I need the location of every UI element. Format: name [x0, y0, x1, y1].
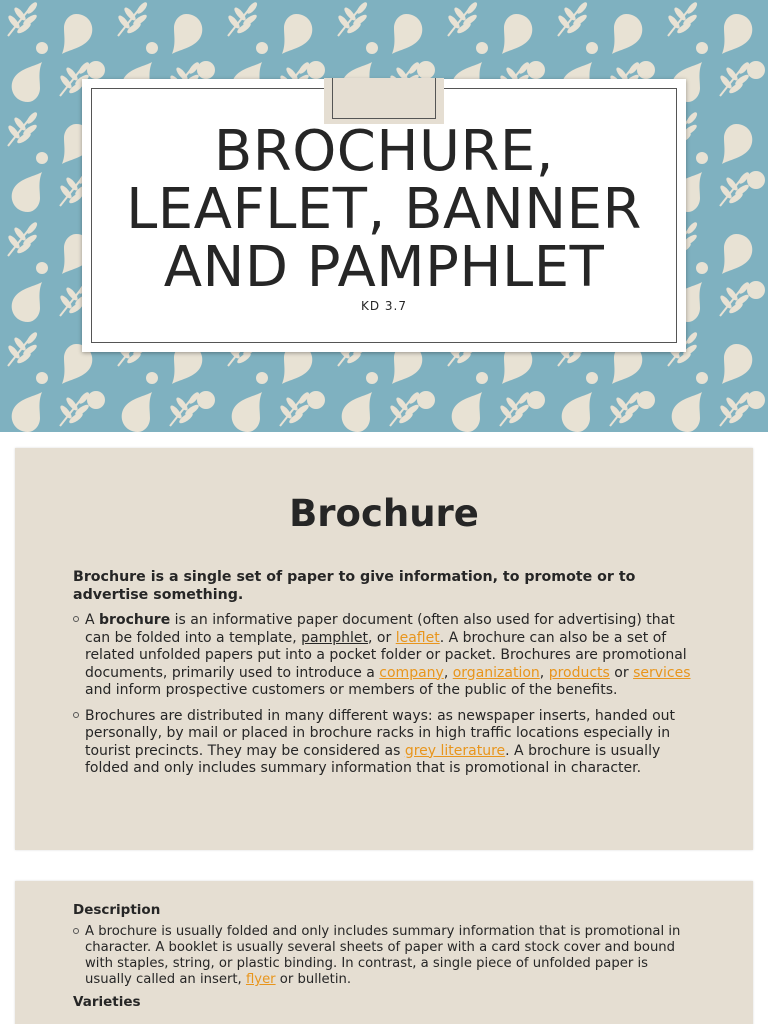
pamphlet-link[interactable]: pamphlet [301, 629, 369, 646]
bullet-list [73, 924, 695, 988]
title-card-tab [324, 78, 444, 124]
organization-link[interactable]: organization [452, 664, 540, 681]
bullet-list [73, 612, 695, 778]
list-item: A brochure is an informative paper document (often also used for advertising) that can be folded into a template, pamphlet, or leaflet. A brochure can also be a set of related unfolded papers put into a pocket folder or packet. Brochures are promotional documents, primarily used to introduce a company, organization, products or services and inform prospective customers or members of the public of the benefits. [73, 612, 695, 700]
slide-content [73, 569, 695, 786]
company-link[interactable]: company [379, 664, 444, 681]
title-card [82, 79, 686, 352]
bullet-circle-icon [73, 616, 79, 622]
list-item: Brochures are distributed in many different ways: as newspaper inserts, handed out personally, by mail or placed in brochure racks in high traffic locations especially in tourist precincts. They may be considered as grey literature. A brochure is usually folded and only includes summary information that is promotional in character. [73, 708, 695, 778]
grey-literature-link[interactable]: grey literature [404, 742, 506, 759]
description-heading: Description [73, 902, 161, 918]
slide-heading: Brochure [289, 492, 479, 535]
list-item: A brochure is usually folded and only includes summary information that is promotional in character. A booklet is usually several sheets of paper with a card stock cover and bound with staples, string, or plastic binding. In contrast, a single piece of unfolded paper is usually called an insert, flyer or bulletin. [73, 924, 695, 988]
slide-content [73, 902, 695, 1016]
slide-subtitle: KD 3.7 [360, 299, 407, 313]
leaflet-link[interactable]: leaflet [395, 629, 440, 646]
products-link[interactable]: products [548, 664, 610, 681]
title-slide [0, 0, 768, 432]
lead-paragraph: Brochure is a single set of paper to give information, to promote or to advertise something. [73, 569, 636, 603]
brochure-slide [15, 448, 753, 850]
bullet-circle-icon [73, 712, 79, 718]
varieties-heading: Varieties [73, 994, 141, 1010]
flyer-link[interactable]: flyer [245, 972, 276, 987]
services-link[interactable]: services [633, 664, 691, 681]
description-slide [15, 881, 753, 1024]
bullet-circle-icon [73, 928, 79, 934]
slide-title: BROCHURE, LEAFLET, BANNER AND PAMPHLET [126, 119, 642, 300]
